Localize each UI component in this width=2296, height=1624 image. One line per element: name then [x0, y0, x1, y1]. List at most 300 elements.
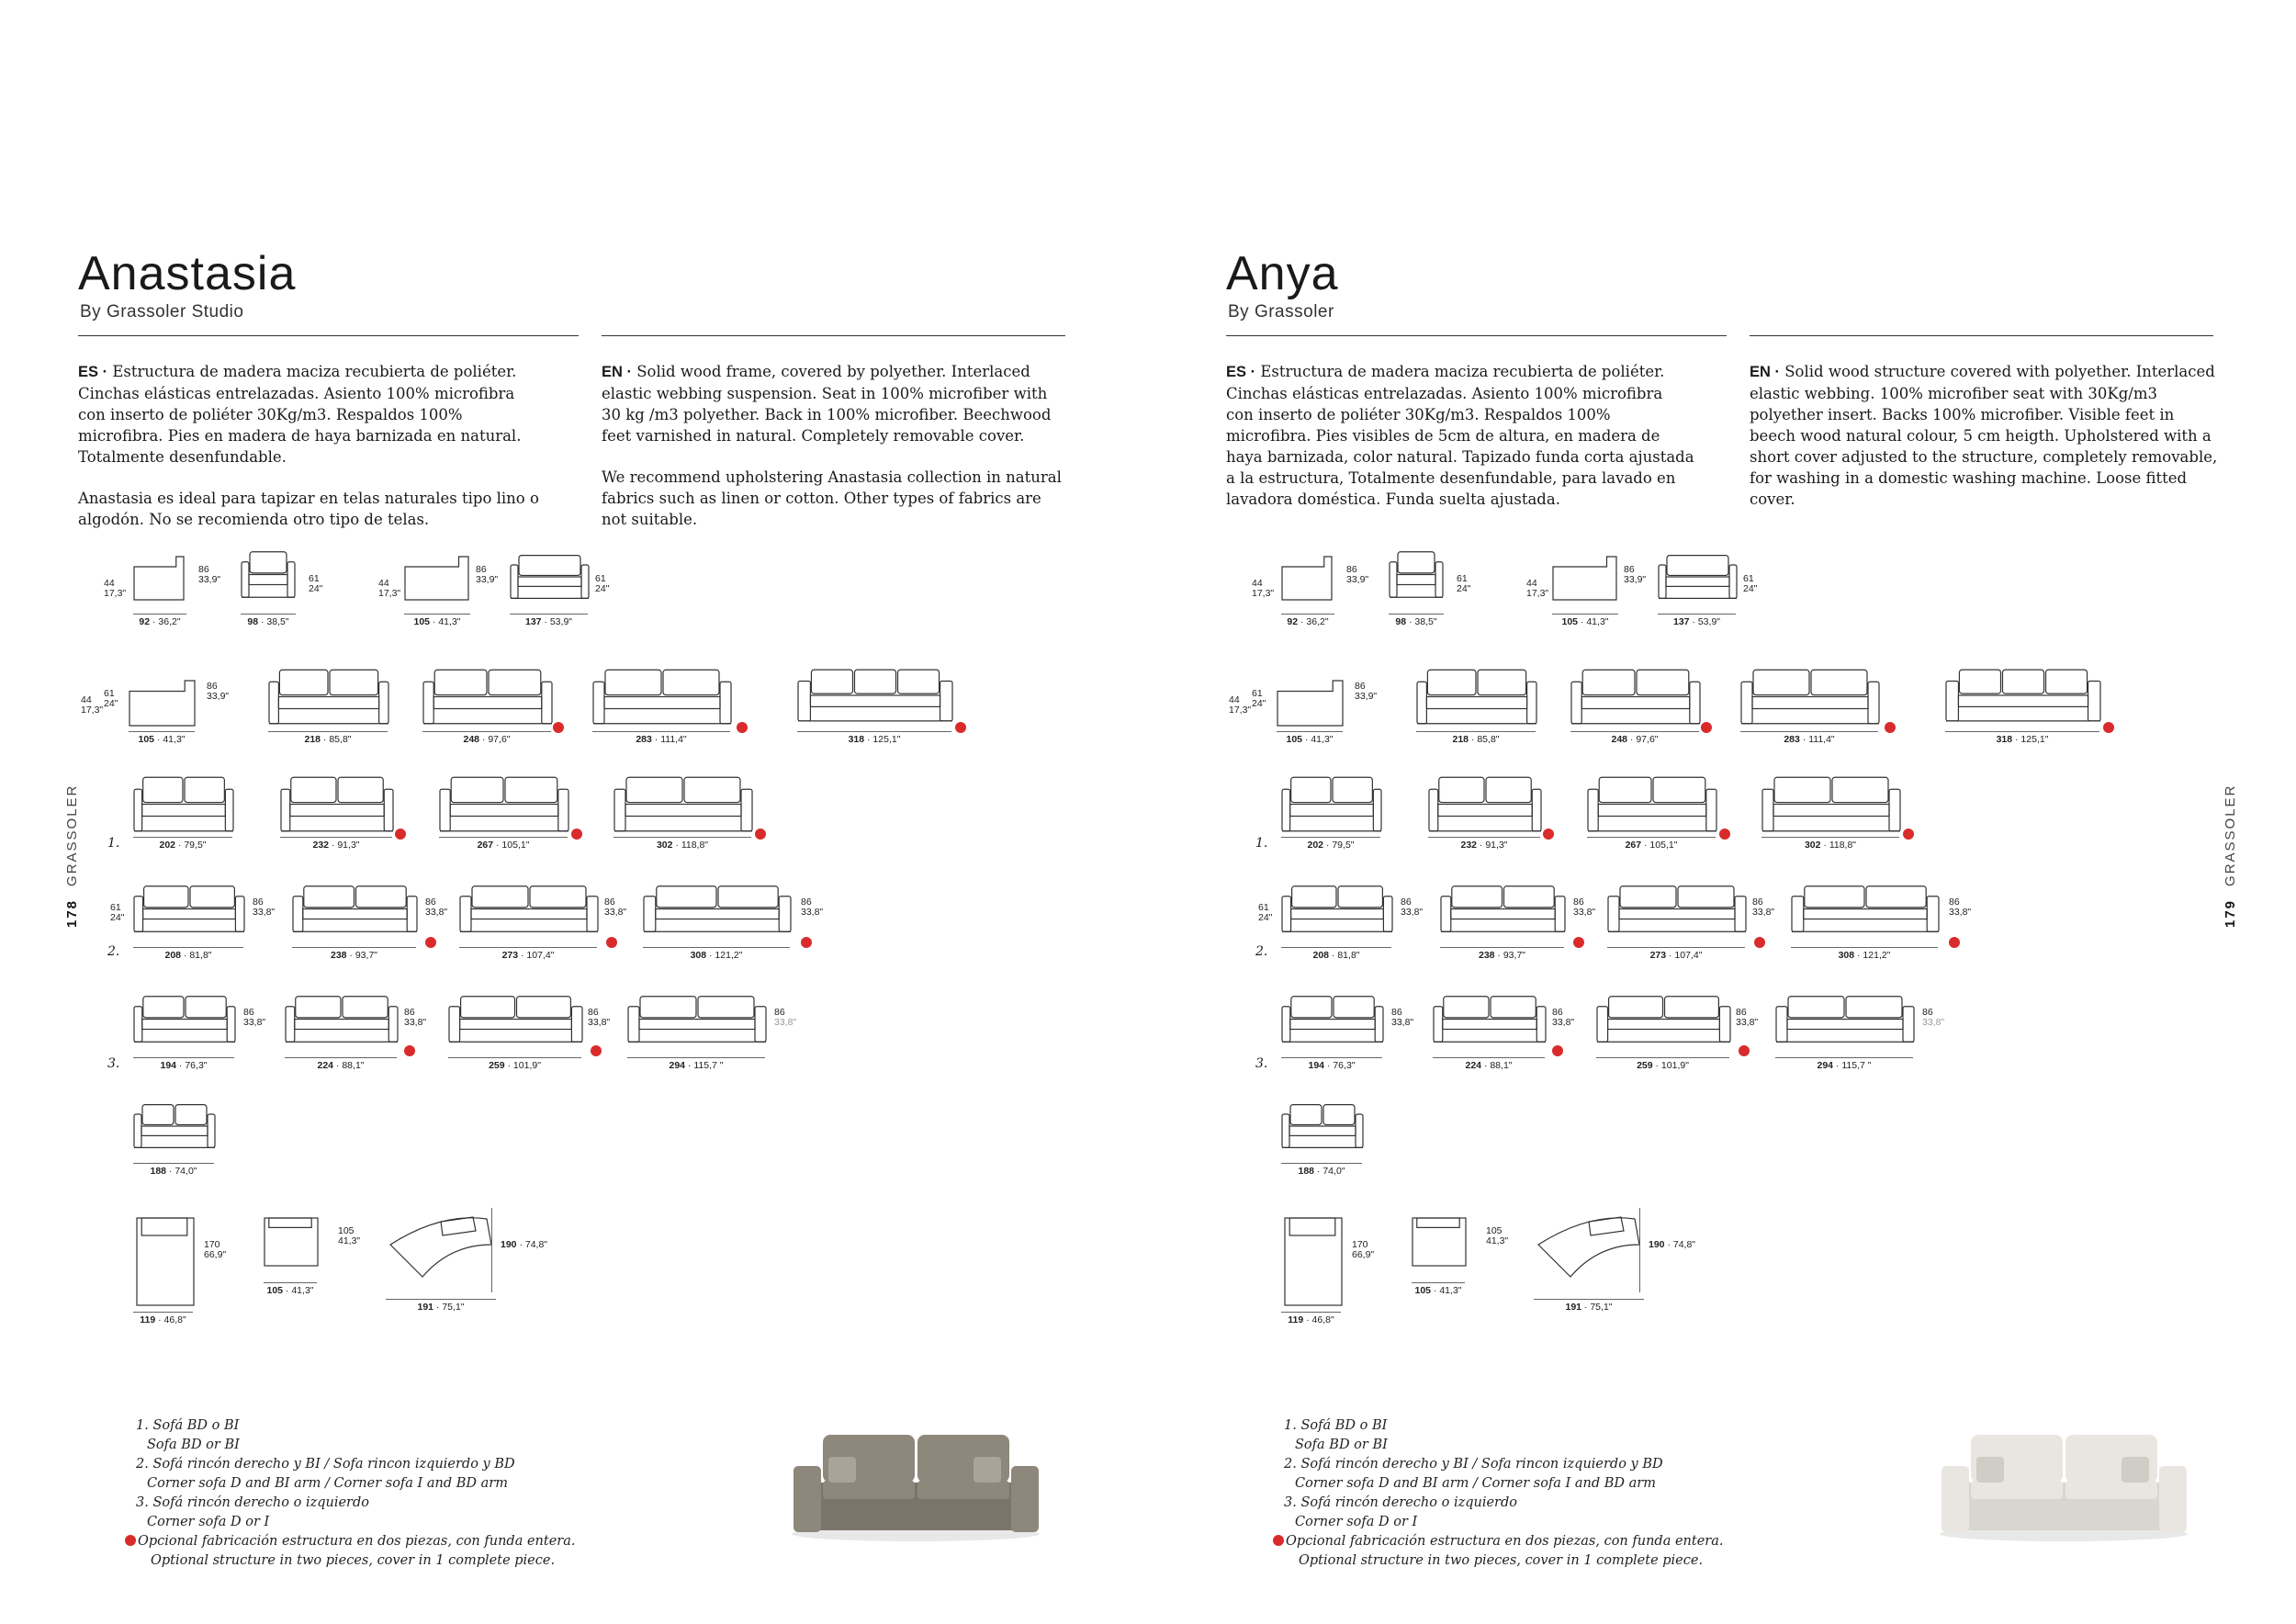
back-cushion: [338, 777, 383, 802]
width-dimension: [1284, 1315, 1339, 1325]
sofa-3-seat-large: [797, 667, 953, 726]
width-dimension: [1607, 735, 1662, 745]
width-dimension: [241, 617, 296, 627]
arm-right: [379, 682, 388, 724]
plan-back: [141, 1218, 187, 1235]
back-cushion: [684, 777, 740, 802]
footnote-line: [1284, 1436, 1723, 1455]
footnote-text: 3. Sofá rincón derecho o izquierdo: [1284, 1495, 1518, 1510]
square-module-plan: [1412, 1217, 1467, 1267]
height-dimension: [253, 897, 275, 918]
side-profile: [1553, 557, 1616, 600]
footnote-text: Optional structure in two pieces, cover in 1 complete piece.: [1299, 1553, 1704, 1568]
dimension-cm: 86: [1624, 564, 1635, 575]
back-cushion: [343, 997, 388, 1018]
width-dimension: [1624, 840, 1679, 851]
dimension-inches: · 41,3": [283, 1285, 314, 1296]
two-piece-option-icon: [571, 829, 582, 840]
back-cushion: [1291, 777, 1331, 802]
dimension-inches: · 91,3": [1477, 840, 1508, 851]
height-dimension: [204, 1240, 226, 1260]
dimension-line: [1281, 1163, 1362, 1164]
height-dimension: [110, 903, 124, 923]
dimension-line: [1416, 731, 1536, 732]
two-piece-option-icon: [1754, 937, 1765, 948]
dimension-cm: 191: [1565, 1302, 1582, 1313]
dimension-inches: · 107,4": [518, 950, 555, 961]
two-piece-option-icon: [1949, 937, 1960, 948]
arm-left: [281, 789, 290, 831]
dimension-cm: 44: [104, 578, 115, 589]
arm-left: [1571, 682, 1581, 724]
dimension-inches: · 74,0": [1314, 1166, 1345, 1177]
dimension-cm: 238: [330, 950, 347, 961]
dimension-inches: 33,8": [604, 907, 627, 918]
dimension-inches: · 101,9": [504, 1060, 541, 1071]
arm-left: [1946, 682, 1958, 721]
footnote-text: 2. Sofá rincón derecho y BI / Sofa rincon izquierdo y BD: [136, 1457, 515, 1472]
back-cushion: [1665, 997, 1719, 1018]
height-dimension: [81, 695, 103, 716]
height-dimension: [604, 897, 626, 918]
dimension-cm: 86: [198, 564, 209, 575]
dimension-cm: 61: [595, 573, 606, 584]
dimension-cm: 105: [338, 1225, 355, 1236]
back-cushion: [1811, 670, 1867, 694]
arm-right: [558, 789, 568, 831]
dimension-cm: 86: [253, 897, 264, 908]
arm-left: [1776, 1007, 1787, 1043]
footnote-line: [136, 1513, 575, 1532]
armless-module: [1281, 1102, 1364, 1152]
dimension-inches: · 88,1": [1481, 1060, 1513, 1071]
dimension-cm: 308: [690, 950, 707, 961]
footnote-text: Corner sofa D or I: [1295, 1515, 1418, 1529]
back-cushion: [519, 556, 580, 576]
dimension-line: [1534, 1299, 1644, 1300]
corner-module-3: [1596, 994, 1731, 1046]
height-dimension: [1252, 579, 1274, 599]
two-piece-option-icon: [1273, 1535, 1284, 1546]
back-cushion: [175, 1105, 207, 1125]
back-cushion: [1444, 997, 1489, 1018]
dimension-inches: · 125,1": [864, 734, 901, 745]
width-dimension: [1303, 840, 1358, 851]
es-text-note: Anastasia es ideal para tapizar en telas naturales tipo lino o algodón. No se recomienda otro tipo de telas.: [78, 490, 539, 528]
dimension-inches: · 46,8": [155, 1314, 186, 1325]
seat-cushion: [639, 1020, 755, 1030]
width-dimension: [655, 840, 710, 851]
side-folio: [64, 784, 80, 928]
back-cushion: [1290, 1105, 1322, 1125]
dimension-cm: 308: [1838, 950, 1855, 961]
dimension-cm: 86: [1355, 681, 1366, 692]
arm-right: [208, 1114, 215, 1147]
back-cushion: [1338, 886, 1382, 908]
width-dimension: [1475, 951, 1530, 961]
back-cushion: [296, 997, 341, 1018]
footnote-text: Opcional fabricación estructura en dos piezas, con funda entera.: [1286, 1534, 1724, 1549]
dimension-cm: 105: [138, 734, 155, 745]
dimension-inches: 33,9": [207, 691, 230, 702]
dimension-inches: 24": [595, 583, 610, 594]
back-cushion: [1582, 670, 1635, 694]
dimension-cm: 86: [604, 897, 615, 908]
footnote-text: Optional structure in two pieces, cover in 1 complete piece.: [151, 1553, 556, 1568]
seat-cushion: [1773, 805, 1889, 817]
corner-module-4: [1775, 994, 1915, 1046]
en-label: EN ·: [602, 364, 632, 380]
dimension-line: [510, 614, 588, 615]
height-dimension: [207, 682, 229, 702]
dimension-inches: 33,8": [1573, 907, 1596, 918]
plan-back: [269, 1218, 311, 1227]
dimension-inches: · 41,3": [154, 734, 186, 745]
sofa-bd-module-3: [1587, 774, 1717, 836]
footnote-text: 1. Sofá BD o BI: [1284, 1418, 1388, 1433]
dimension-cm: 44: [81, 694, 92, 705]
plan-back: [1417, 1218, 1459, 1227]
dimension-line: [133, 1163, 214, 1164]
arm-left: [242, 562, 249, 598]
arm-left: [1441, 897, 1451, 932]
dimension-cm: 238: [1478, 950, 1495, 961]
brand-name: GRASSOLER: [2223, 784, 2238, 886]
divider: [1750, 335, 2213, 336]
row-label: 1.: [1255, 836, 1268, 851]
sofa-3-seat: [1740, 667, 1880, 728]
dimension-cm: 218: [304, 734, 321, 745]
dimension-cm: 191: [417, 1302, 434, 1313]
seat-cushion: [1290, 1020, 1375, 1030]
arm-left: [449, 1007, 460, 1043]
height-dimension: [476, 565, 498, 585]
en-text-note: We recommend upholstering Anastasia collection in natural fabrics such as linen or cotton. Other types of fabrics are not suitable.: [602, 468, 1062, 528]
dimension-line: [1570, 731, 1699, 732]
corner-module-1: [1281, 994, 1384, 1046]
back-cushion: [1805, 886, 1864, 908]
arm-left: [134, 897, 143, 932]
footnote-line: [1284, 1416, 1723, 1436]
dimension-inches: · 79,5": [1323, 840, 1355, 851]
footnote-text: Corner sofa D or I: [147, 1515, 270, 1529]
back-cushion: [698, 997, 754, 1018]
dimension-cm: 190: [501, 1239, 517, 1250]
corner-sofa-3: [1607, 884, 1747, 936]
en-text: Solid wood structure covered with polyether. Interlaced elastic webbing. 100% microfiber seat with 30Kg/m3 polyether insert. Backs 100% microfiber. Visible feet in beech wood natural colour, 5 cm heigth. Upholstered with a short cover adjusted to the structure, completely removable, for washing in a domestic washing machine. Loose fitted cover.: [1750, 363, 2218, 508]
dimension-cm: 86: [774, 1007, 785, 1018]
divider: [602, 335, 1065, 336]
arm-right: [1690, 682, 1700, 724]
dimension-cm: 273: [501, 950, 519, 961]
armchair-wide-side-view: [404, 556, 470, 602]
dimension-inches: 17,3": [81, 705, 104, 716]
sofa-seat-cushion: [1971, 1481, 2063, 1499]
square-module-plan: [264, 1217, 319, 1267]
dimension-cm: 86: [476, 564, 487, 575]
height-dimension: [309, 574, 322, 594]
dimension-cm: 61: [1457, 573, 1468, 584]
back-cushion: [185, 777, 224, 802]
dimension-cm: 44: [1229, 694, 1240, 705]
dimension-inches: 33,8": [253, 907, 276, 918]
width-dimension: [1636, 1061, 1691, 1071]
two-piece-option-icon: [1573, 937, 1584, 948]
back-cushion: [811, 670, 852, 694]
back-cushion: [279, 670, 328, 694]
width-dimension: [309, 840, 364, 851]
arm-right: [287, 562, 295, 598]
back-cushion: [186, 997, 226, 1018]
right-page: [1148, 0, 2296, 1624]
height-dimension: [338, 1226, 360, 1246]
width-dimension: [1309, 951, 1364, 961]
plan-outline: [1412, 1218, 1466, 1266]
dimension-inches: 33,9": [198, 574, 221, 585]
back-cushion: [1866, 886, 1926, 908]
dimension-inches: 33,8": [1552, 1017, 1575, 1028]
dimension-inches: · 74,8": [1664, 1239, 1696, 1250]
sofa-bd-module-2: [1428, 774, 1542, 836]
sofa-seat-cushion: [917, 1481, 1009, 1499]
footnote-line: [1284, 1474, 1723, 1494]
dimension-cm: 318: [848, 734, 865, 745]
height-dimension: [801, 897, 823, 918]
throw-pillow: [2122, 1457, 2149, 1483]
sofa-bd-module: [133, 774, 234, 836]
dimension-inches: 24": [1252, 698, 1266, 709]
dimension-cm: 61: [110, 902, 121, 913]
dimension-cm: 86: [425, 897, 436, 908]
dimension-cm: 98: [1395, 616, 1407, 627]
arm-left: [134, 1114, 141, 1147]
dimension-line: [1281, 1312, 1341, 1313]
dimension-cm: 119: [1288, 1314, 1304, 1325]
dimension-cm: 105: [413, 616, 431, 627]
height-dimension: [1743, 574, 1757, 594]
two-piece-option-icon: [1885, 722, 1896, 733]
dimension-line: [613, 837, 751, 838]
corner-sofa-3: [459, 884, 599, 936]
width-dimension: [1411, 1286, 1466, 1296]
seat-cushion: [433, 697, 542, 709]
height-dimension: [1736, 1008, 1758, 1028]
dimension-cm: 188: [1298, 1166, 1315, 1177]
dimension-cm: 92: [139, 616, 151, 627]
back-cushion: [250, 552, 287, 573]
dimension-inches: · 107,4": [1666, 950, 1703, 961]
dimension-inches: 33,9": [1624, 574, 1647, 585]
corner-sofa-2: [292, 884, 418, 936]
corner-sofa-4: [1791, 884, 1940, 936]
dimension-cm: 224: [1465, 1060, 1482, 1071]
width-dimension: [146, 1167, 201, 1177]
footnote-text: Corner sofa D and BI arm / Corner sofa I and BD arm: [147, 1476, 508, 1491]
height-dimension: [1391, 1008, 1413, 1028]
width-dimension: [1457, 840, 1512, 851]
dimension-inches: · 41,3": [1578, 616, 1609, 627]
sofa-seat-cushion: [823, 1481, 915, 1499]
dimension-inches: · 81,8": [181, 950, 212, 961]
seat-cushion: [1619, 909, 1735, 919]
dimension-line: [1552, 614, 1618, 615]
plan-outline: [264, 1218, 318, 1266]
arm-right: [225, 789, 233, 831]
back-cushion: [2002, 670, 2043, 694]
sofa-arm-left: [1941, 1466, 1969, 1532]
throw-pillow: [974, 1457, 1001, 1483]
footnote-line: [136, 1474, 575, 1494]
seat-cushion: [1438, 805, 1532, 817]
arm-right: [235, 897, 244, 932]
sofa-2-seat-large: [422, 667, 553, 728]
height-dimension: [588, 1008, 610, 1028]
dimension-cm: 92: [1287, 616, 1299, 627]
armless-module: [133, 1102, 216, 1152]
arm-left: [1792, 897, 1804, 932]
width-dimension: [1558, 617, 1613, 627]
arm-right: [1373, 789, 1381, 831]
dimension-line: [386, 1299, 496, 1300]
arm-left: [511, 565, 518, 598]
curved-module-plan: [1534, 1208, 1644, 1291]
seat-cushion: [1290, 805, 1374, 817]
dimension-cm: 188: [150, 1166, 167, 1177]
row-label: 3.: [107, 1056, 120, 1071]
sofa-photo: [790, 1426, 1042, 1543]
seat-cushion: [1291, 909, 1384, 919]
dimension-cm: 105: [1561, 616, 1579, 627]
sofa-seat-cushion: [2065, 1481, 2157, 1499]
arm-left: [614, 789, 625, 831]
armchair-front-view: [241, 549, 296, 602]
width-dimension: [669, 1061, 724, 1071]
arm-right: [940, 682, 952, 721]
width-dimension: [263, 1286, 318, 1296]
two-piece-option-icon: [1719, 829, 1730, 840]
dimension-line: [280, 837, 392, 838]
two-piece-option-icon: [955, 722, 966, 733]
dimension-cm: 218: [1452, 734, 1469, 745]
dimension-cm: 86: [588, 1007, 599, 1018]
dimension-cm: 194: [1308, 1060, 1325, 1071]
arm-right: [1868, 682, 1879, 724]
two-piece-option-icon: [1552, 1045, 1563, 1056]
arm-right: [1889, 789, 1900, 831]
dimension-cm: 105: [266, 1285, 284, 1296]
arm-right: [1555, 897, 1565, 932]
dimension-cm: 86: [1949, 897, 1960, 908]
back-cushion: [489, 670, 541, 694]
dimension-line: [241, 614, 296, 615]
chaise-plan: [1284, 1217, 1343, 1306]
back-cushion: [663, 670, 719, 694]
seat-cushion: [143, 909, 236, 919]
dimension-inches: · 53,9": [1689, 616, 1721, 627]
dimension-inches: · 41,3": [1431, 1285, 1462, 1296]
dimension-inches: 17,3": [104, 588, 127, 599]
height-dimension: [425, 897, 447, 918]
dimension-inches: 24": [110, 912, 125, 923]
arm-left: [440, 789, 450, 831]
arm-right: [1927, 897, 1939, 932]
sofa-arm-left: [793, 1466, 821, 1532]
width-dimension: [410, 617, 465, 627]
width-dimension: [488, 1061, 543, 1071]
side-profile: [1282, 557, 1332, 600]
arm-right: [407, 897, 417, 932]
brand-name: GRASSOLER: [64, 784, 80, 886]
back-cushion: [898, 670, 940, 694]
two-piece-option-icon: [2103, 722, 2114, 733]
width-dimension: [1670, 617, 1725, 627]
back-cushion: [1291, 997, 1332, 1018]
dimension-inches: 33,8": [774, 1017, 797, 1028]
arm-right: [581, 565, 589, 598]
arm-right: [542, 682, 552, 724]
arm-left: [644, 897, 656, 932]
dimension-cm: 302: [656, 840, 673, 851]
dimension-inches: 33,9": [1346, 574, 1369, 585]
width-dimension: [1389, 617, 1444, 627]
dimension-line: [592, 731, 730, 732]
seat-cushion: [1581, 697, 1690, 709]
corner-module-2: [285, 994, 399, 1046]
two-piece-option-icon: [755, 829, 766, 840]
back-cushion: [451, 777, 503, 802]
curved-module-plan: [386, 1208, 496, 1291]
arm-left: [1429, 789, 1438, 831]
back-cushion: [1832, 777, 1888, 802]
back-cushion: [854, 670, 895, 694]
arm-left: [1282, 897, 1291, 932]
dimension-inches: · 88,1": [333, 1060, 365, 1071]
sofa-side-view: [129, 680, 197, 727]
back-cushion: [1846, 997, 1902, 1018]
dimension-inches: · 46,8": [1303, 1314, 1334, 1325]
width-dimension: [1782, 735, 1837, 745]
seat-cushion: [290, 805, 384, 817]
dimension-line: [133, 614, 186, 615]
dimension-cm: 86: [1552, 1007, 1563, 1018]
armchair-wide-side-view: [1552, 556, 1618, 602]
footnote-line: [136, 1455, 575, 1474]
back-cushion: [1323, 1105, 1355, 1125]
arm-right: [587, 897, 598, 932]
en-label: EN ·: [1750, 364, 1780, 380]
side-folio: [2223, 784, 2238, 928]
dimension-inches: · 75,1": [433, 1302, 465, 1313]
dimension-inches: 33,8": [1752, 907, 1775, 918]
dimension-inches: 17,3": [1526, 588, 1549, 599]
back-cushion: [1599, 777, 1651, 802]
footnote-line: [1273, 1532, 1723, 1551]
dimension-cm: 105: [1286, 734, 1303, 745]
sofa-bd-module-4: [613, 774, 753, 836]
sofa-photo-illustration: [1938, 1426, 2190, 1543]
height-dimension: [595, 574, 609, 594]
dimension-cm: 61: [1252, 688, 1263, 699]
width-dimension: [501, 951, 556, 961]
arm-right: [227, 1007, 235, 1043]
dimension-line: [285, 1057, 397, 1058]
dimension-cm: 283: [1784, 734, 1800, 745]
arm-left: [1659, 565, 1666, 598]
dimension-cm: 267: [1625, 840, 1642, 851]
arm-right: [1735, 897, 1746, 932]
seat-cushion: [1804, 909, 1927, 919]
dimension-inches: 33,8": [1922, 1017, 1945, 1028]
